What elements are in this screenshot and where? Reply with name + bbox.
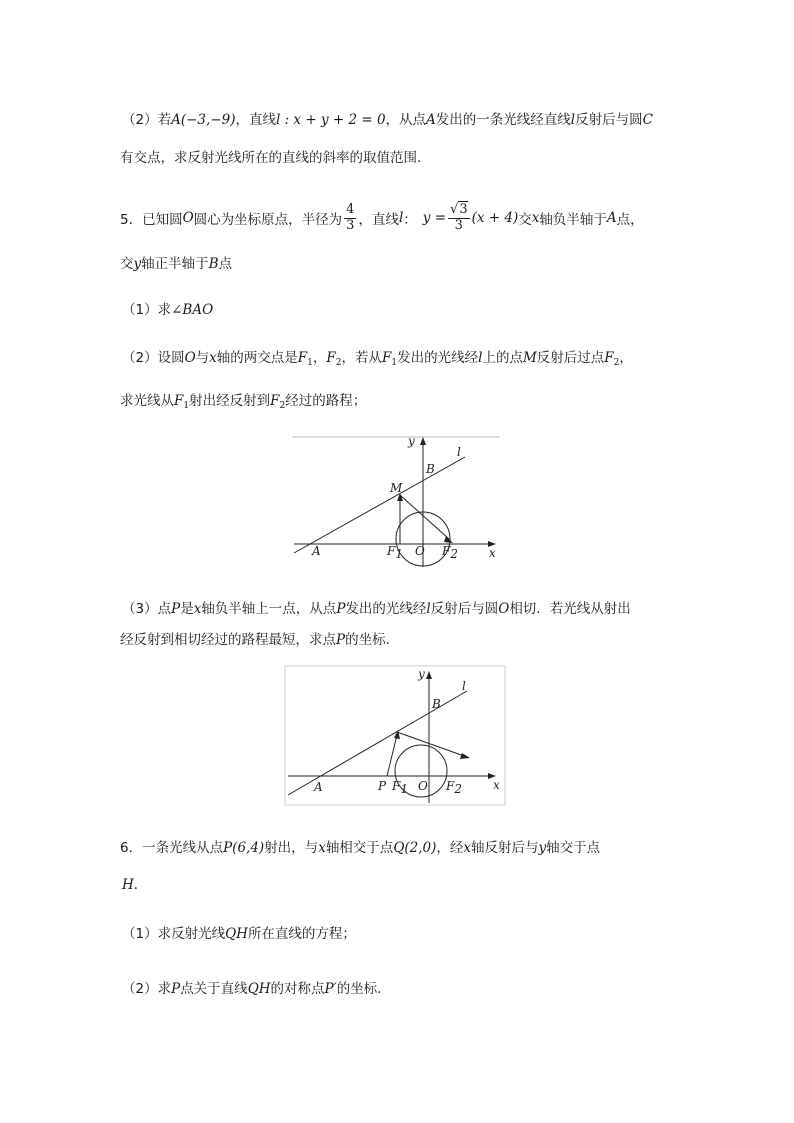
- q6-part2: [122, 977, 381, 997]
- text: 轴的两交点是: [216, 350, 298, 366]
- math-angle: ∠BAO: [171, 302, 214, 318]
- text: 射出，与: [264, 840, 319, 856]
- text: 交: [518, 212, 532, 228]
- text: 交: [120, 256, 134, 272]
- math-var: QH: [247, 981, 271, 997]
- q5-part2-line2: [120, 389, 366, 411]
- text: （2）求: [122, 981, 172, 997]
- math-var: M: [522, 350, 537, 366]
- subscript: 1: [307, 358, 313, 368]
- text: （2）若: [122, 112, 172, 128]
- fraction-denominator: 3: [454, 217, 463, 233]
- math-expr: (x + 4): [471, 210, 519, 226]
- math-var: A: [426, 112, 436, 128]
- fraction-numerator: √3: [450, 201, 468, 217]
- y-axis-arrow: [420, 437, 426, 445]
- text: 与: [195, 350, 210, 366]
- text: ：: [403, 212, 417, 228]
- math-var: F: [174, 393, 184, 409]
- math-var: l: [478, 350, 483, 366]
- q6-line2: [122, 873, 147, 893]
- math-var: F: [382, 350, 392, 366]
- math-point-a: A(−3,−9): [171, 112, 236, 128]
- text: 6．一条光线从点: [120, 840, 224, 856]
- text: 所在直线的方程；: [247, 926, 356, 942]
- text: 发出的光线经: [345, 601, 427, 617]
- text: 轴反射后与: [471, 840, 539, 856]
- line-l: [294, 457, 465, 553]
- text: 相切．若光线从射出: [509, 601, 631, 617]
- text: ．: [133, 877, 148, 893]
- subscript: 2: [613, 358, 620, 368]
- text: 发出的光线经: [397, 350, 479, 366]
- label-x: x: [493, 778, 500, 792]
- fraction-denominator: 3: [346, 217, 355, 233]
- label-f1: F1: [387, 544, 403, 561]
- text: ，若从: [341, 350, 383, 366]
- text: 5．已知圆: [120, 212, 183, 228]
- q6-part1: [122, 922, 356, 942]
- text: 上的点: [482, 350, 523, 366]
- math-var: x: [318, 840, 326, 856]
- math-var: y: [133, 256, 142, 272]
- text: 射出经反射到: [189, 393, 271, 409]
- label-b: B: [426, 462, 435, 476]
- fraction-radius: [344, 203, 356, 234]
- math-var: P: [336, 632, 346, 648]
- label-b: B: [432, 697, 441, 711]
- math-var: O: [184, 350, 196, 366]
- math-var: B: [208, 256, 219, 272]
- q5-part2-line1: [122, 346, 633, 368]
- text: ，从点: [385, 112, 427, 128]
- q4-part2-line1: [122, 108, 653, 128]
- label-l: l: [462, 679, 466, 693]
- q5-part3-line1: [122, 597, 631, 617]
- math-var: x: [531, 210, 540, 226]
- label-a: A: [312, 544, 321, 558]
- math-var: A: [606, 210, 617, 226]
- q5-line2: [120, 252, 232, 272]
- math-var: F: [326, 350, 336, 366]
- text: 的坐标.: [336, 981, 382, 997]
- text: 是: [180, 601, 194, 617]
- text: 点，: [616, 212, 644, 228]
- subscript: 2: [279, 401, 286, 411]
- label-f2: F2: [446, 779, 462, 796]
- text: 反射后与圆: [430, 601, 499, 617]
- label-l: l: [457, 445, 461, 459]
- math-line-eq: l : x + y + 2 = 0: [275, 112, 386, 128]
- text: 轴负半轴上一点，从点: [201, 601, 337, 617]
- math-lhs: y =: [422, 210, 447, 226]
- math-var: P: [171, 981, 181, 997]
- text: 圆心为坐标原点，半径为: [193, 212, 343, 228]
- math-var: x: [209, 350, 217, 366]
- text: 的对称点: [270, 981, 325, 997]
- text: （2）设圆: [122, 350, 185, 366]
- text: ，经: [436, 840, 464, 856]
- math-var: QH: [225, 926, 248, 942]
- text: ，直线: [235, 112, 276, 128]
- text: ，: [619, 350, 633, 366]
- label-o: O: [418, 779, 428, 793]
- text: 反射后过点: [536, 350, 605, 366]
- text: 点关于直线: [180, 981, 248, 997]
- text: 轴负半轴于: [539, 212, 607, 228]
- text: 轴交于点: [546, 840, 601, 856]
- q6-line1: [120, 836, 600, 856]
- q4-part2-line2: 有交点，求反射光线所在的直线的斜率的取值范围.: [120, 150, 422, 166]
- text: （3）点: [122, 601, 172, 617]
- label-y: y: [418, 667, 425, 681]
- math-point-q: Q(2,0): [393, 840, 437, 856]
- text: ，直线: [358, 212, 399, 228]
- label-f2: F2: [442, 544, 458, 561]
- text: 求光线从: [120, 393, 174, 409]
- fraction-numerator: 4: [346, 201, 355, 217]
- subscript: 1: [391, 358, 398, 368]
- ray-arrow: [444, 536, 453, 543]
- math-var: F: [270, 393, 280, 409]
- math-var: P′: [324, 981, 337, 997]
- label-f1: F1: [392, 779, 408, 796]
- label-a: A: [314, 780, 323, 794]
- text: 轴相交于点: [325, 840, 394, 856]
- math-point-p: P(6,4): [223, 840, 265, 856]
- math-var: O: [182, 210, 194, 226]
- label-p: P: [378, 779, 387, 793]
- math-var: x: [193, 601, 202, 617]
- math-var: F: [604, 350, 614, 366]
- text: 轴正半轴于: [141, 256, 209, 272]
- q5-part3-line2: [120, 628, 390, 648]
- text: 点: [218, 256, 233, 272]
- figure-1: [290, 435, 502, 570]
- math-var: P: [336, 601, 346, 617]
- math-var: C: [642, 112, 653, 128]
- subscript: 1: [183, 401, 190, 411]
- subscript: 2: [335, 358, 342, 368]
- math-var: l: [570, 112, 576, 128]
- text: 反射后与圆: [575, 112, 643, 128]
- math-var: F: [297, 350, 308, 366]
- math-var: x: [463, 840, 472, 856]
- ray-arrow: [460, 753, 470, 759]
- figure-2: [284, 665, 508, 807]
- ray-reflected: [397, 732, 464, 756]
- math-var: l: [426, 601, 431, 617]
- q5-part1: [122, 298, 213, 318]
- text: ，: [312, 350, 327, 366]
- label-x: x: [489, 546, 496, 560]
- math-var: l: [398, 210, 404, 226]
- sqrt-radicand: 3: [459, 201, 468, 217]
- label-o: O: [415, 544, 425, 558]
- y-axis-arrow: [426, 671, 432, 679]
- text: 发出的一条光线经直线: [435, 112, 571, 128]
- text: （1）求: [122, 302, 172, 318]
- text: 的坐标.: [345, 632, 390, 648]
- text: 经反射到相切经过的路程最短，求点: [120, 632, 336, 648]
- label-y: y: [408, 435, 415, 448]
- math-var: O: [498, 601, 510, 617]
- fraction-slope: [448, 203, 470, 234]
- q5-line1: [120, 196, 644, 240]
- text: 经过的路程；: [285, 393, 367, 409]
- label-m: M: [390, 481, 403, 495]
- math-var: P: [171, 601, 181, 617]
- text: （1）求反射光线: [122, 926, 226, 942]
- math-var: H: [122, 877, 134, 893]
- math-var: y: [538, 840, 547, 856]
